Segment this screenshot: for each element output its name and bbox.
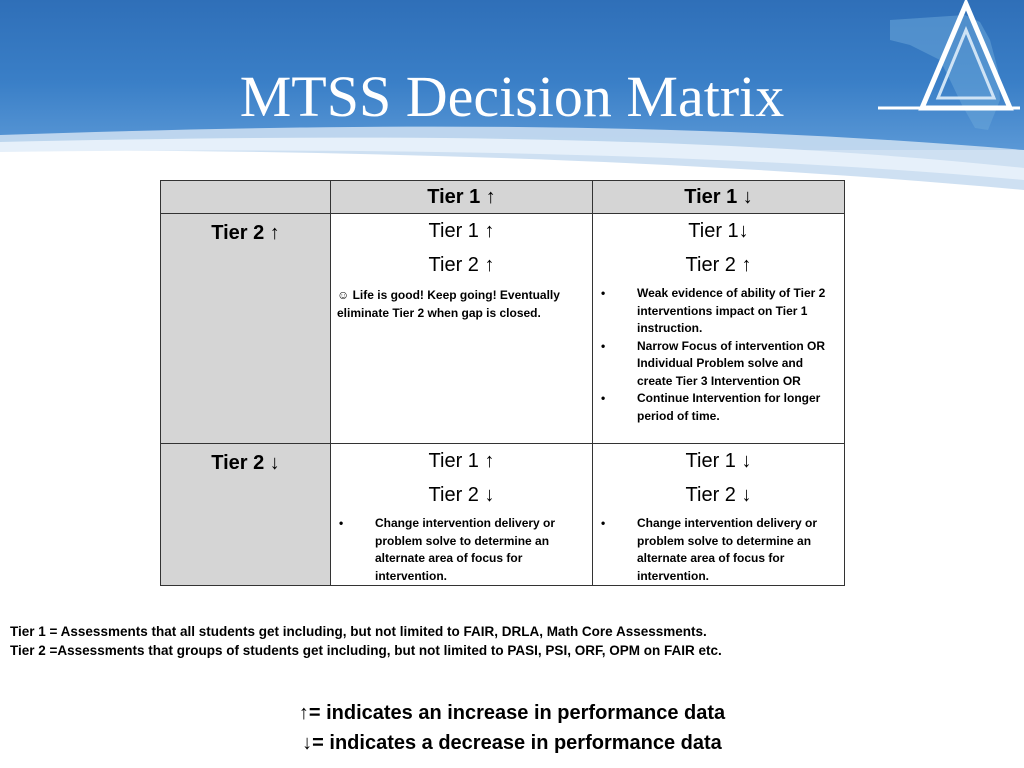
cell-line-tier1: Tier 1↓ bbox=[688, 220, 749, 242]
col-header-tier1-up: Tier 1 ↑ bbox=[331, 181, 593, 214]
cell-tier1-down-tier2-down bbox=[593, 444, 845, 586]
cell-bullet-list bbox=[593, 282, 844, 425]
cell-line-tier1: Tier 1 ↓ bbox=[685, 450, 752, 472]
list-item: • Continue Intervention for longer period of time. bbox=[593, 390, 844, 425]
arrow-legend bbox=[0, 698, 1024, 758]
matrix-row-tier2-down bbox=[161, 444, 845, 586]
cell-line-tier2: Tier 2 ↑ bbox=[685, 254, 752, 276]
tier1-definition: Tier 1 = Assessments that all students get including, but not limited to FAIR, DRLA, Math Core Assessments. bbox=[10, 624, 707, 639]
row-header-tier2-down: Tier 2 ↓ bbox=[161, 444, 331, 586]
decision-matrix bbox=[160, 180, 845, 586]
cell-line-tier2: Tier 2 ↓ bbox=[685, 484, 752, 506]
cell-bullet-list bbox=[331, 512, 592, 585]
list-item: • Change intervention delivery or problem solve to determine an alternate area of focus for intervention. bbox=[593, 515, 844, 585]
list-item: • Narrow Focus of intervention OR Individual Problem solve and create Tier 3 Intervention OR bbox=[593, 338, 844, 391]
matrix-corner-cell bbox=[161, 181, 331, 214]
legend-increase: ↑= indicates an increase in performance data bbox=[298, 702, 726, 724]
slide-title: MTSS Decision Matrix bbox=[239, 64, 785, 129]
cell-tier1-up-tier2-down bbox=[331, 444, 593, 586]
cell-note: ☺ Life is good! Keep going! Eventually eliminate Tier 2 when gap is closed. bbox=[337, 288, 560, 320]
list-item: • Change intervention delivery or problem solve to determine an alternate area of focus for intervention. bbox=[331, 515, 592, 585]
florida-triangle-logo-icon bbox=[870, 0, 1024, 140]
list-item: • Weak evidence of ability of Tier 2 interventions impact on Tier 1 instruction. bbox=[593, 285, 844, 338]
cell-line-tier1: Tier 1 ↑ bbox=[428, 220, 495, 242]
tier2-definition: Tier 2 =Assessments that groups of students get including, but not limited to PASI, PSI, ORF, OPM on FAIR etc. bbox=[10, 643, 722, 658]
matrix-header-row bbox=[161, 181, 845, 214]
cell-bullet-list bbox=[593, 512, 844, 585]
tier-definitions bbox=[10, 622, 722, 660]
cell-line-tier2: Tier 2 ↓ bbox=[428, 484, 495, 506]
cell-line-tier2: Tier 2 ↑ bbox=[428, 254, 495, 276]
cell-tier1-down-tier2-up bbox=[593, 214, 845, 444]
cell-tier1-up-tier2-up bbox=[331, 214, 593, 444]
row-header-tier2-up: Tier 2 ↑ bbox=[161, 214, 331, 444]
cell-line-tier1: Tier 1 ↑ bbox=[428, 450, 495, 472]
matrix-row-tier2-up bbox=[161, 214, 845, 444]
legend-decrease: ↓= indicates a decrease in performance data bbox=[302, 732, 722, 754]
col-header-tier1-down: Tier 1 ↓ bbox=[593, 181, 845, 214]
